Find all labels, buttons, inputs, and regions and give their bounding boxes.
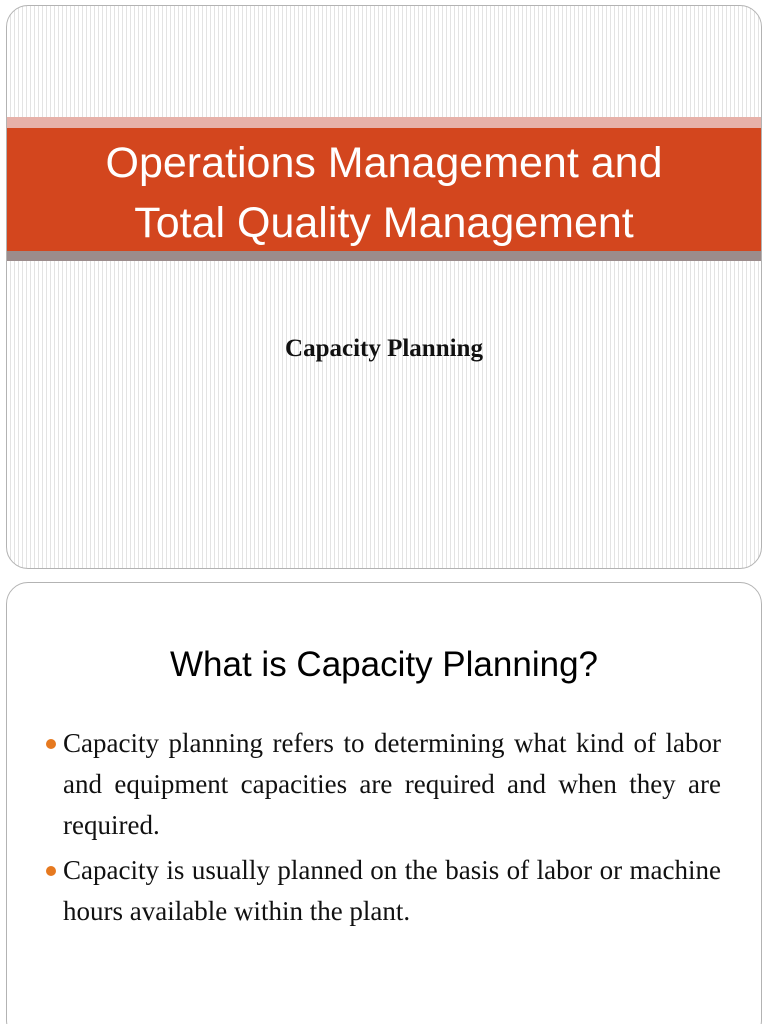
bullet-item xyxy=(63,850,721,932)
title-band-top-stripe xyxy=(7,117,761,128)
bullet-dot-icon xyxy=(46,866,56,876)
content-slide xyxy=(6,582,762,1024)
bullet-dot-icon xyxy=(46,739,56,749)
presentation-subtitle: Capacity Planning xyxy=(285,335,483,362)
bullet-item xyxy=(63,723,721,846)
presentation-title-line-1: Operations Management and xyxy=(105,139,663,187)
bullet-list xyxy=(63,723,721,936)
bullet-text: Capacity is usually planned on the basis of labor or machine hours available within the plant. xyxy=(63,855,721,926)
presentation-title-line-2: Total Quality Management xyxy=(134,199,634,247)
slide-title: What is Capacity Planning? xyxy=(170,645,598,684)
presentation-title xyxy=(7,133,761,253)
title-slide xyxy=(6,5,762,569)
bullet-text: Capacity planning refers to determining what kind of labor and equipment capacities are required and when they are required. xyxy=(63,728,721,840)
